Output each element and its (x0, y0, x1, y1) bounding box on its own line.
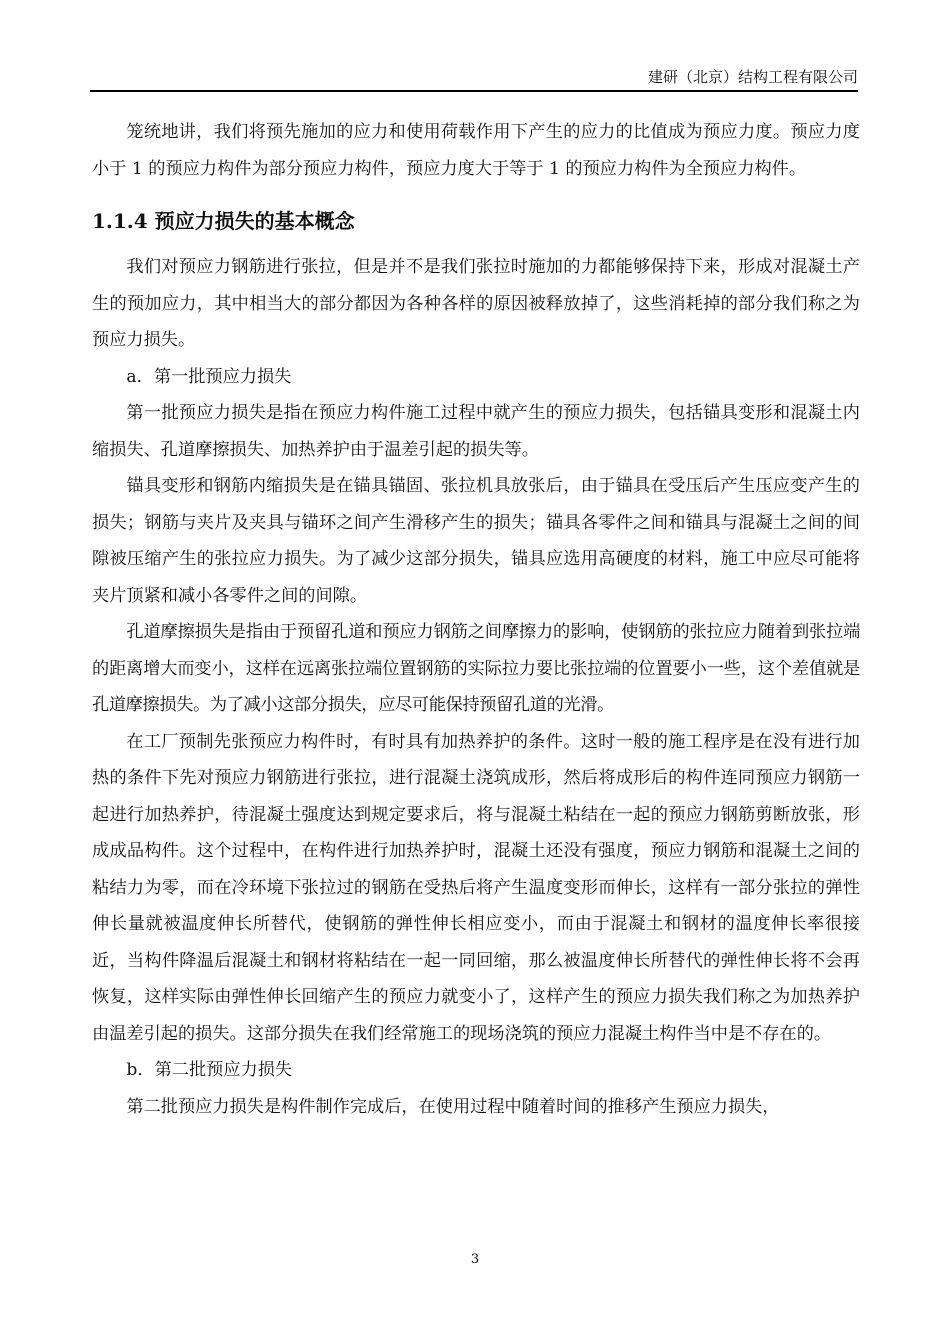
paragraph-heat-curing-loss: 在工厂预制先张预应力构件时，有时具有加热养护的条件。这时一般的施工程序是在没有进行加热的条件下先对预应力钢筋进行张拉，进行混凝土浇筑成形，然后将成形后的构件连同预应力钢筋一起进行加热养护，待混凝土强度达到规定要求后，将与混凝土粘结在一起的预应力钢筋剪断放张，形成成品构件。这个过程中，在构件进行加热养护时，混凝土还没有强度，预应力钢筋和混凝土之间的粘结力为零，而在冷环境下张拉过的钢筋在受热后将产生温度变形而伸长，这样有一部分张拉的弹性伸长量就被温度伸长所替代，使钢筋的弹性伸长相应变小，而由于混凝土和钢材的温度伸长率很接近，当构件降温后混凝土和钢材将粘结在一起一同回缩，那么被温度伸长所替代的弹性伸长将不会再恢复，这样实际由弹性伸长回缩产生的预应力就变小了，这样产生的预应力损失我们称之为加热养护由温差引起的损失。这部分损失在我们经常施工的现场浇筑的预应力混凝土构件当中是不存在的。 (92, 731, 860, 1044)
paragraph-loss-concept: 我们对预应力钢筋进行张拉，但是并不是我们张拉时施加的力都能够保持下来，形成对混凝土产生的预加应力，其中相当大的部分都因为各种各样的原因被释放掉了，这些消耗掉的部分我们称之为预应力损失。 (92, 257, 860, 350)
page-number: 3 (470, 1252, 480, 1267)
paragraph-prestress-degree: 笼统地讲，我们将预先施加的应力和使用荷载作用下产生的应力的比值成为预应力度。预应力度小于 1 的预应力构件为部分预应力构件，预应力度大于等于 1 的预应力构件为全预应力构件。 (92, 122, 860, 179)
header-divider (90, 90, 858, 92)
page-content (92, 114, 860, 1125)
paragraph-second-batch-definition: 第二批预应力损失是构件制作完成后，在使用过程中随着时间的推移产生预应力损失， (126, 1096, 780, 1117)
running-header: 建研（北京）结构工程有限公司 (647, 68, 858, 86)
subheading-second-batch: b．第二批预应力损失 (126, 1060, 293, 1080)
paragraph-anchor-loss: 锚具变形和钢筋内缩损失是在锚具锚固、张拉机具放张后，由于锚具在受压后产生压应变产生的损失；钢筋与夹片及夹具与锚环之间产生滑移产生的损失；锚具各零件之间和锚具与混凝土之间的间隙被压缩产生的张拉应力损失。为了减少这部分损失，锚具应选用高硬度的材料，施工中应尽可能将夹片顶紧和减小各零件之间的间隙。 (92, 476, 860, 606)
paragraph-first-batch-definition: 第一批预应力损失是指在预应力构件施工过程中就产生的预应力损失，包括锚具变形和混凝土内缩损失、孔道摩擦损失、加热养护由于温差引起的损失等。 (92, 403, 860, 460)
paragraph-friction-loss: 孔道摩擦损失是指由于预留孔道和预应力钢筋之间摩擦力的影响，使钢筋的张拉应力随着到张拉端的距离增大而变小，这样在远离张拉端位置钢筋的实际拉力要比张拉端的位置要小一些，这个差值就是孔道摩擦损失。为了减小这部分损失，应尽可能保持预留孔道的光滑。 (92, 622, 860, 715)
section-heading: 1.1.4 预应力损失的基本概念 (92, 209, 355, 233)
subheading-first-batch: a．第一批预应力损失 (126, 366, 292, 387)
